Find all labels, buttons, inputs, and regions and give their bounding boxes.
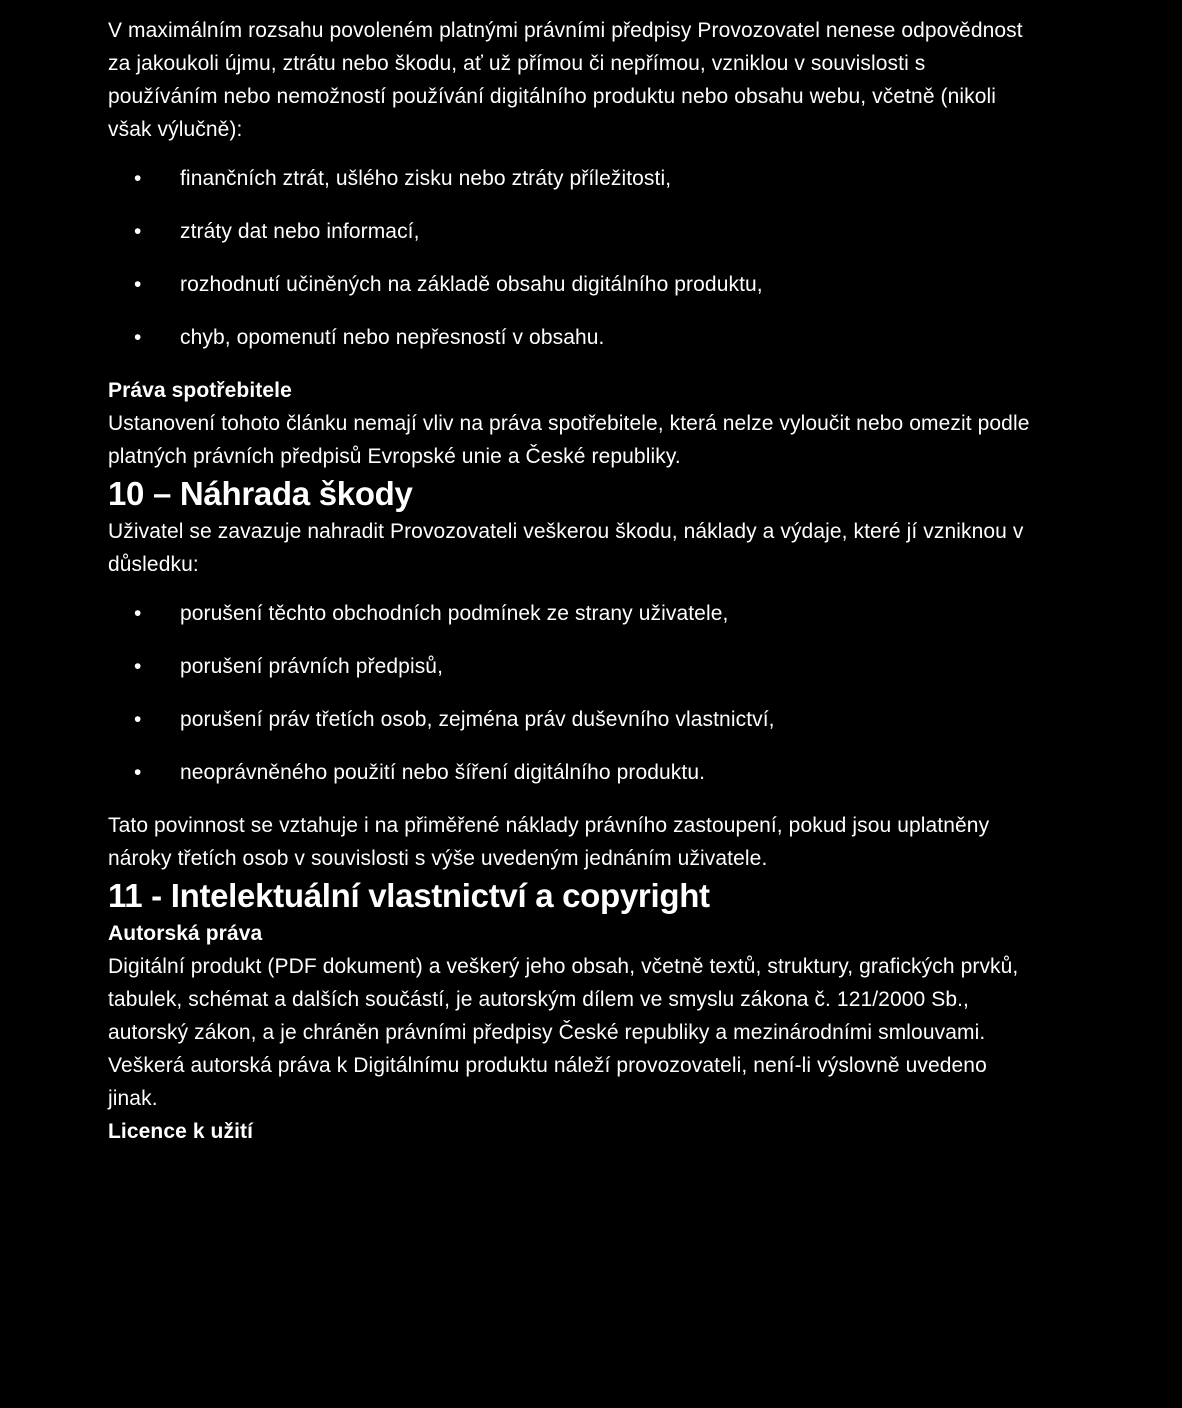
copyright-subheading: Autorská práva xyxy=(108,922,263,945)
damages-bullet-list xyxy=(108,597,1038,789)
list-item: • porušení těchto obchodních podmínek ze strany uživatele, xyxy=(108,597,1038,630)
consumer-rights-paragraph: Ustanovení tohoto článku nemají vliv na práva spotřebitele, která nelze vyloučit nebo omezit podle platných právních předpisů Evropské unie a České republiky. xyxy=(108,412,1030,468)
copyright-paragraph-2: Veškerá autorská práva k Digitálnímu produktu náleží provozovateli, není-li výslovně uvedeno jinak. xyxy=(108,1054,987,1110)
list-item: • porušení práv třetích osob, zejména práv duševního vlastnictví, xyxy=(108,703,1038,736)
list-item: • ztráty dat nebo informací, xyxy=(108,215,1038,248)
list-item: • neoprávněného použití nebo šíření digitálního produktu. xyxy=(108,756,1038,789)
section-10-heading: 10 – Náhrada škody xyxy=(108,475,413,512)
consumer-rights-subheading: Práva spotřebitele xyxy=(108,379,292,402)
section-10-outro-paragraph: Tato povinnost se vztahuje i na přiměřené náklady právního zastoupení, pokud jsou uplatněny nároky třetích osob v souvislosti s výše uvedeným jednáním uživatele. xyxy=(108,814,990,870)
list-item: • rozhodnutí učiněných na základě obsahu digitálního produktu, xyxy=(108,268,1038,301)
document-content xyxy=(108,14,1038,1148)
copyright-paragraph-1: Digitální produkt (PDF dokument) a veškerý jeho obsah, včetně textů, struktury, grafických prvků, tabulek, schémat a dalších součástí, je autorským dílem ve smyslu zákona č. 121/2000 Sb., autorský zákon, a je chráněn právními předpisy České republiky a mezinárodními smlouvami. xyxy=(108,955,1019,1044)
list-item: • finančních ztrát, ušlého zisku nebo ztráty příležitosti, xyxy=(108,162,1038,195)
section-10-intro-paragraph: Uživatel se zavazuje nahradit Provozovateli veškerou škodu, náklady a výdaje, které jí vzniknou v důsledku: xyxy=(108,520,1024,576)
section-11-heading: 11 - Intelektuální vlastnictví a copyright xyxy=(108,877,710,914)
liability-bullet-list xyxy=(108,162,1038,354)
list-item: • porušení právních předpisů, xyxy=(108,650,1038,683)
license-subheading: Licence k užití xyxy=(108,1120,254,1143)
list-item: • chyb, opomenutí nebo nepřesností v obsahu. xyxy=(108,321,1038,354)
liability-intro-paragraph: V maximálním rozsahu povoleném platnými právními předpisy Provozovatel nenese odpovědnost za jakoukoli újmu, ztrátu nebo škodu, ať už přímou či nepřímou, vzniklou v souvislosti s používáním nebo nemožností používání digitálního produktu nebo obsahu webu, včetně (nikoli však výlučně): xyxy=(108,19,1023,141)
